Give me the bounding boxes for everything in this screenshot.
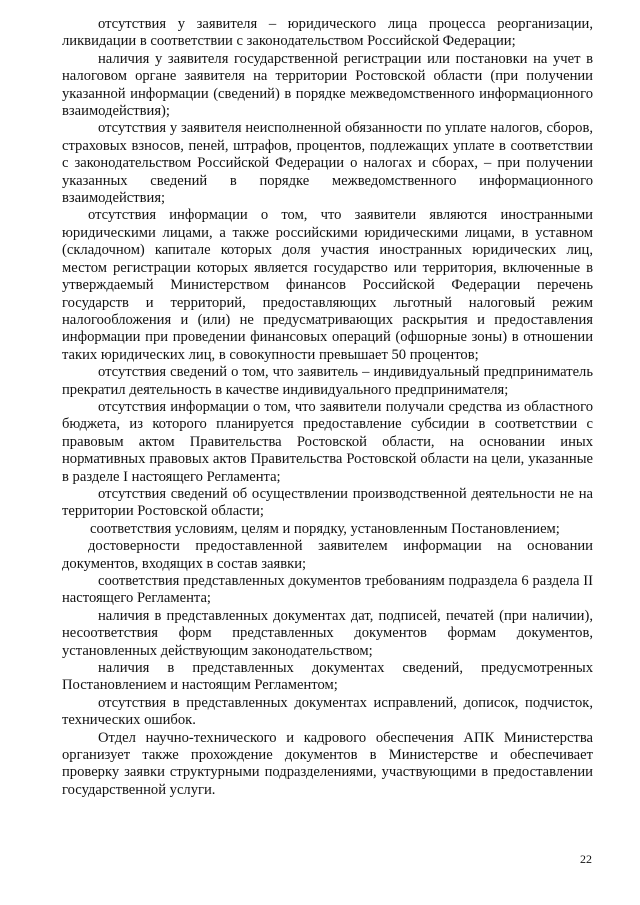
paragraph-conditions: соответствия условиям, целям и порядку, установленным Постановлением; [90, 520, 560, 537]
document-body [62, 16, 593, 799]
paragraph-information: наличия в представленных документах сведений, предусмотренных Постановлением и настоящим Регламентом; [62, 660, 593, 694]
paragraph-reorganization: отсутствия у заявителя – юридического лица процесса реорганизации, ликвидации в соответствии с законодательством Российской Федерации; [62, 16, 593, 50]
paragraph-entrepreneur: отсутствия сведений о том, что заявитель – индивидуальный предприниматель прекратил деятельность в качестве индивидуального предпринимателя; [62, 364, 593, 398]
paragraph-budget-funds: отсутствия информации о том, что заявители получали средства из областного бюджета, из которого планируется предоставление субсидии в соответствии с правовым актом Правительства Ростовской области, на основании иных нормативных правовых актов Правительства Ростовской области на цели, указанные в разделе I настоящего Регламента; [62, 398, 593, 485]
paragraph-requirements: соответствия представленных документов требованиям подраздела 6 раздела II настоящего Регламента; [62, 573, 593, 607]
paragraph-corrections: отсутствия в представленных документах исправлений, дописок, подчисток, технических ошибок. [62, 694, 593, 729]
paragraph-registration: наличия у заявителя государственной регистрации или постановки на учет в налоговом органе заявителя на территории Ростовской области (при получении указанной информации (сведений) в порядке межведомственного информационного взаимодействия); [62, 50, 593, 120]
paragraph-reliability: достоверности предоставленной заявителем информации на основании документов, входящих в состав заявки; [62, 538, 593, 572]
paragraph-dates-signatures: наличия в представленных документах дат, подписей, печатей (при наличии), несоответствия форм представленных документов формам документов, установленных действующим законодательством; [62, 607, 593, 659]
paragraph-foreign-entities: отсутствия информации о том, что заявители являются иностранными юридическими лицами, а также российскими юридическими лицами, в уставном (складочном) капитале которых доля участия иностранных юридических лиц, местом регистрации которых является государство или территория, включенные в утверждаемый Министерством финансов Российской Федерации перечень государств и территорий, предоставляющих льготный налоговый режим налогообложения и (или) не предусматривающих раскрытия и предоставления информации при проведении финансовых операций (офшорные зоны) в отношении таких юридических лиц, в совокупности превышает 50 процентов; [62, 207, 593, 363]
page-number: 22 [580, 852, 592, 866]
paragraph-department: Отдел научно-технического и кадрового обеспечения АПК Министерства организует также прохождение документов в Министерстве и обеспечивает проверку заявки структурными подразделениями, участвующими в предоставлении государственной услуги. [62, 729, 593, 798]
paragraph-tax-obligations: отсутствия у заявителя неисполненной обязанности по уплате налогов, сборов, страховых взносов, пеней, штрафов, процентов, подлежащих уплате в соответствии с законодательством Российской Федерации о налогах и сборах, – при получении указанных сведений в порядке межведомственного информационного взаимодействия; [62, 120, 593, 207]
paragraph-production-territory: отсутствия сведений об осуществлении производственной деятельности не на территории Ростовской области; [62, 485, 593, 520]
